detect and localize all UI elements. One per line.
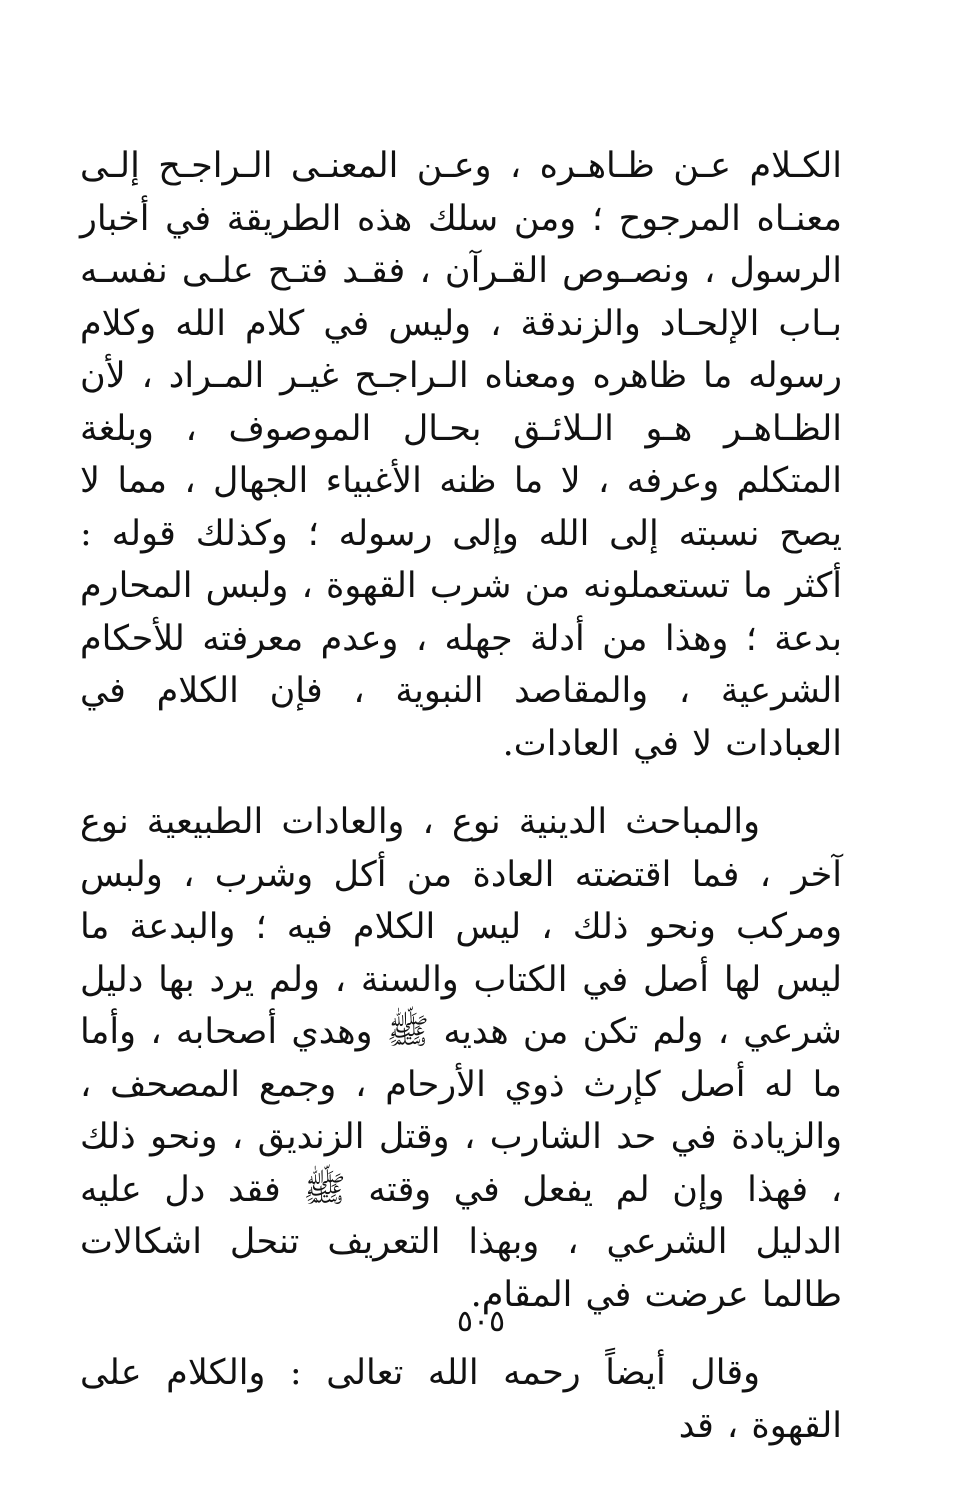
paragraph-continuation: الكـلام عـن ظـاهـره ، وعـن المعنـى الـراجـح إلـى معنـاه المرجوح ؛ ومن سلك هذه الطريقة في أخبار الرسول ، ونصـوص القـرآن ، فقـد فتـح علـى نفسـه بـاب الإلحـاد والزندقة ، وليس في كلام الله وكلام رسوله ما ظاهره ومعناه الـراجـح غيـر المـراد ، لأن الظـاهـر هـو الـلائـق بحـال الموصوف ، وبلغة المتكلم وعرفه ، لا ما ظنه الأغبياء الجهال ، مما لا يصح نسبته إلى الله وإلى رسوله ؛ وكذلك قوله : أكثر ما تستعملونه من شرب القهوة ، ولبس المحارم بدعة ؛ وهذا من أدلة جهله ، وعدم معرفته للأحكام الشرعية ، والمقاصد النبوية ، فإن الكلام في العبادات لا في العادات.	[80, 146, 842, 764]
paragraph-coffee-discussion-start: وقال أيضاً رحمه الله تعالى : والكلام على القهوة ، قد	[80, 1353, 842, 1446]
page-content	[80, 140, 842, 1452]
paragraph-religious-and-customary-matters: والمباحث الدينية نوع ، والعادات الطبيعية نوع آخر ، فما اقتضته العادة من أكل وشرب ، ولبس ومركب ونحو ذلك ، ليس الكلام فيه ؛ والبدعة ما ليس لها أصل في الكتاب والسنة ، ولم يرد بها دليل شرعي ، ولم تكن من هديه ﷺ وهدي أصحابه ، وأما ما له أصل كإرث ذوي الأرحام ، وجمع المصحف ، والزيادة في حد الشارب ، وقتل الزنديق ، ونحو ذلك ، فهذا وإن لم يفعل في وقته ﷺ فقد دل عليه الدليل الشرعي ، وبهذا التعريف تنحل اشكالات طالما عرضت في المقام.	[80, 802, 842, 1315]
page-number: ٥٠٥	[456, 1304, 506, 1339]
